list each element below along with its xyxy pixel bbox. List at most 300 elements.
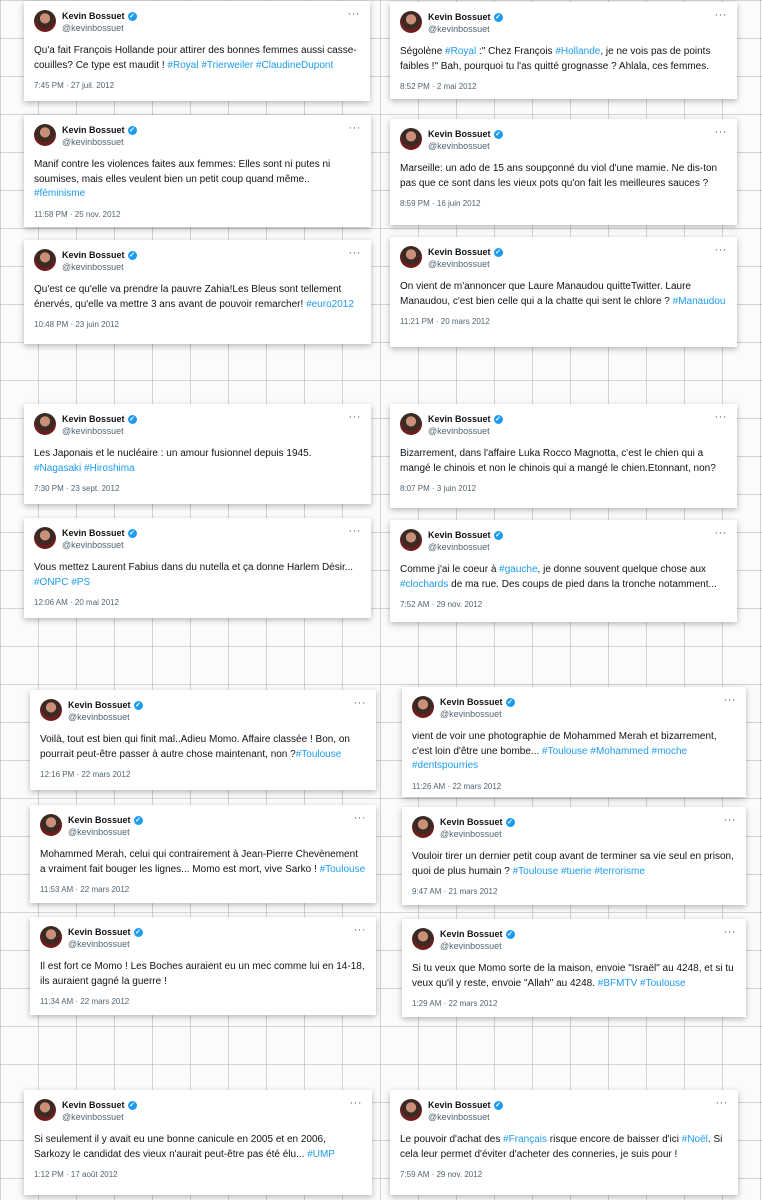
verified-badge-icon: ✓ <box>129 529 135 537</box>
author-name[interactable]: Kevin Bossuet <box>428 1100 491 1110</box>
tweet-timestamp[interactable] <box>400 199 727 208</box>
meta-separator: · <box>67 209 75 219</box>
author-handle[interactable]: @kevinbossuet <box>62 262 124 272</box>
more-options-icon[interactable]: ··· <box>349 1097 362 1109</box>
tweet-card[interactable] <box>390 404 737 508</box>
tweet-text-segment: Qu'est ce qu'elle va prendre la pauvre Zahia!Les Bleus sont tellement énervés, qu'elle va mettre 3 ans avant de pouvoir remarcher! <box>34 284 345 310</box>
author-handle[interactable]: @kevinbossuet <box>62 137 124 147</box>
tweet-text-segment: Vouloir tirer un dernier petit coup avant de terminer sa vie seul en prison, quoi de plus humain ? <box>412 851 737 877</box>
tweet-text-segment: Si tu veux que Momo sorte de la maison, envoie "Israël" au 4248, et si tu veux qu'il y reste, envoie "Allah" au 4248. <box>412 963 737 989</box>
meta-separator: · <box>445 781 453 791</box>
tweet-time: 11:26 AM <box>412 781 446 791</box>
name-row <box>62 249 137 261</box>
author-block <box>428 11 503 35</box>
author-name[interactable]: Kevin Bossuet <box>428 530 491 540</box>
verified-badge-icon: ✓ <box>129 415 135 423</box>
name-row <box>62 10 137 22</box>
verified-badge-icon: ✓ <box>495 1101 501 1109</box>
meta-separator: · <box>73 997 81 1006</box>
tweet-text <box>412 730 736 774</box>
tweet-card[interactable] <box>30 690 376 790</box>
hashtag-link[interactable]: #Toulouse <box>542 745 588 757</box>
tweet-card[interactable] <box>390 520 737 622</box>
tweet-text <box>34 44 360 73</box>
tweet-text-segment: Mohammed Merah, celui qui contrairement à Jean-Pierre Chevènement a vraiment fait bouger les lignes... Momo est mort, vive Sarko ! <box>40 849 361 875</box>
tweet-time: 9:47 AM <box>412 887 442 896</box>
tweet-text-segment: risque encore de baisser d'ici <box>547 1134 682 1145</box>
author-name[interactable]: Kevin Bossuet <box>62 125 125 135</box>
tweet-text-segment: Les Japonais et le nucléaire : un amour fusionnel depuis 1945. <box>34 448 315 459</box>
name-row <box>428 413 503 425</box>
hashtag-link[interactable]: #gauche <box>499 564 538 575</box>
author-name[interactable]: Kevin Bossuet <box>62 11 125 21</box>
tweet-time: 12:06 AM <box>34 598 68 607</box>
tweet-date: 16 juin 2012 <box>436 199 481 208</box>
tweet-date: 3 juin 2012 <box>436 484 477 493</box>
tweet-text <box>400 563 727 592</box>
tweet-timestamp[interactable] <box>34 320 361 329</box>
name-row <box>428 1099 503 1111</box>
tweet-card[interactable] <box>24 1 370 101</box>
hashtag-link[interactable]: #tuerie <box>561 865 592 877</box>
author-name[interactable]: Kevin Bossuet <box>428 247 491 257</box>
tweet-text <box>34 447 361 476</box>
hashtag-link[interactable]: #Toulouse <box>319 863 366 875</box>
author-handle[interactable]: @kevinbossuet <box>62 23 124 33</box>
tweet-timestamp[interactable] <box>34 210 361 219</box>
author-block <box>428 128 503 152</box>
tweet-text-segment: de ma rue. Des coups de pied dans la tronche notamment... <box>448 578 717 590</box>
author-block <box>440 816 515 840</box>
tweet-text <box>400 1133 728 1162</box>
hashtag-link[interactable]: #terrorisme <box>594 865 645 877</box>
more-options-icon[interactable]: ··· <box>715 1097 728 1109</box>
more-options-icon[interactable]: ··· <box>723 694 736 706</box>
author-block <box>62 1099 137 1123</box>
author-block <box>62 249 137 273</box>
tweet-text-segment: Si seulement il y avait eu une bonne canicule en 2005 et en 2006, Sarkozy le candidat des vieux n'aurait peut-être pas été élu... <box>34 1134 329 1160</box>
author-name[interactable]: Kevin Bossuet <box>428 12 491 22</box>
avatar[interactable] <box>34 10 56 32</box>
more-options-icon[interactable]: ··· <box>348 411 361 423</box>
tweet-header <box>412 816 736 841</box>
tweet-text-segment: Vous mettez Laurent Fabius dans du nutella et ça donne Harlem Désir... <box>34 562 356 573</box>
meta-separator: · <box>429 1170 437 1179</box>
verified-badge-icon: ✓ <box>135 816 141 824</box>
author-block <box>428 1099 503 1123</box>
tweet-timestamp[interactable] <box>34 484 361 493</box>
avatar[interactable] <box>34 413 56 435</box>
avatar[interactable] <box>400 529 422 551</box>
tweet-text-segment: Comme j'ai le coeur à <box>400 564 500 575</box>
tweet-text-segment: Qu'a fait François Hollande pour attirer des bonnes femmes aussi casse-couilles? Ce type est maudit ! <box>34 45 357 71</box>
tweet-text <box>400 280 727 309</box>
author-block <box>68 814 143 838</box>
tweet-time: 8:59 PM <box>400 199 430 208</box>
avatar[interactable] <box>400 11 422 33</box>
more-options-icon[interactable]: ··· <box>347 8 360 20</box>
tweet-date: 23 sept. 2012 <box>70 484 120 493</box>
tweet-text <box>400 45 727 74</box>
more-options-icon[interactable]: ··· <box>353 697 366 709</box>
tweet-text-segment: vient de voir une photographie de Mohammed Merah et bizarrement, c'est loin d'être une bombe... <box>412 731 720 757</box>
tweet-card[interactable] <box>402 919 746 1017</box>
tweet-text-segment: On vient de m'annoncer que Laure Manaudou quitteTwitter. Laure Manaudou, c'est bien celle qui a la chatte qui sent le chlore ? <box>400 281 694 307</box>
author-handle[interactable]: @kevinbossuet <box>68 712 130 722</box>
meta-separator: · <box>67 598 75 607</box>
hashtag-link[interactable]: #ONPC <box>34 576 69 588</box>
avatar[interactable] <box>34 1099 56 1121</box>
tweet-text-segment: , je donne souvent quelque chose aux <box>537 564 709 575</box>
name-row <box>428 128 503 140</box>
tweet-text <box>34 283 361 312</box>
more-options-icon[interactable]: ··· <box>353 924 366 936</box>
tweet-text <box>34 561 361 590</box>
meta-separator: · <box>429 484 437 493</box>
tweet-date: 20 mars 2012 <box>440 317 490 326</box>
name-row <box>62 527 137 539</box>
author-block <box>62 10 137 34</box>
tweet-time: 11:58 PM <box>34 209 68 219</box>
author-handle[interactable]: @kevinbossuet <box>428 1112 490 1122</box>
tweet-text <box>34 1133 362 1162</box>
meta-separator: · <box>429 600 437 609</box>
tweet-date: 22 mars 2012 <box>448 999 498 1008</box>
tweet-text-segment: Le pouvoir d'achat des <box>400 1134 504 1145</box>
verified-badge-icon: ✓ <box>495 130 501 138</box>
tweet-timestamp[interactable] <box>34 81 360 90</box>
tweet-header <box>40 926 366 951</box>
hashtag-link[interactable]: #féminisme <box>34 188 86 199</box>
tweet-timestamp[interactable] <box>412 887 736 896</box>
hashtag-link[interactable]: #Nagasaki <box>34 462 82 474</box>
tweet-header <box>400 128 727 153</box>
tweet-card[interactable] <box>24 115 371 227</box>
meta-separator: · <box>429 199 437 208</box>
tweet-header <box>400 11 727 36</box>
tweet-card[interactable] <box>402 687 746 797</box>
tweet-card[interactable] <box>390 1090 738 1195</box>
tweet-header <box>412 696 736 721</box>
author-block <box>62 527 137 551</box>
tweet-date: 22 mars 2012 <box>452 781 502 791</box>
author-handle[interactable]: @kevinbossuet <box>428 24 490 34</box>
tweet-timestamp[interactable] <box>400 484 727 493</box>
tweet-header <box>34 10 360 35</box>
tweet-timestamp[interactable] <box>40 997 366 1006</box>
hashtag-link[interactable]: #Toulouse <box>512 865 559 877</box>
tweet-text <box>40 733 366 762</box>
tweet-date: 22 mars 2012 <box>80 997 130 1006</box>
author-name[interactable]: Kevin Bossuet <box>62 1100 125 1110</box>
tweet-time: 1:12 PM <box>34 1170 64 1179</box>
hashtag-link[interactable]: #ClaudineDupont <box>255 59 334 71</box>
author-block <box>62 413 137 437</box>
author-name[interactable]: Kevin Bossuet <box>440 929 503 939</box>
tweet-header <box>34 413 361 438</box>
tweet-timestamp[interactable] <box>40 885 366 894</box>
tweet-date: 20 mai 2012 <box>74 598 119 607</box>
hashtag-link[interactable]: #BFMTV <box>597 977 638 989</box>
tweet-time: 8:52 PM <box>400 82 430 91</box>
tweet-text-segment <box>687 746 690 757</box>
avatar[interactable] <box>400 128 422 150</box>
hashtag-link[interactable]: #Noël <box>681 1134 708 1145</box>
hashtag-link[interactable]: #moche <box>651 745 688 757</box>
tweet-card[interactable] <box>24 1090 372 1195</box>
avatar[interactable] <box>412 816 434 838</box>
author-handle[interactable]: @kevinbossuet <box>440 941 502 951</box>
avatar[interactable] <box>400 1099 422 1121</box>
hashtag-link[interactable]: #Hollande <box>555 46 601 57</box>
tweet-text-segment: Manif contre les violences faites aux femmes: Elles sont ni putes ni soumises, mais elles veulent bien un petit coup quand même.. <box>34 159 334 185</box>
more-options-icon[interactable]: ··· <box>348 122 361 134</box>
tweet-card[interactable] <box>390 237 737 347</box>
avatar[interactable] <box>412 696 434 718</box>
hashtag-link[interactable]: #Royal <box>167 59 199 71</box>
author-block <box>428 529 503 553</box>
more-options-icon[interactable]: ··· <box>353 812 366 824</box>
verified-badge-icon: ✓ <box>129 251 135 259</box>
verified-badge-icon: ✓ <box>129 1101 135 1109</box>
hashtag-link[interactable]: #Mohammed <box>590 745 649 757</box>
tweet-text <box>412 962 736 991</box>
verified-badge-icon: ✓ <box>495 248 501 256</box>
tweet-time: 10:48 PM <box>34 320 69 329</box>
author-block <box>68 926 143 950</box>
hashtag-link[interactable]: #dentspourries <box>412 760 479 771</box>
hashtag-link[interactable]: #Royal <box>445 46 477 57</box>
meta-separator: · <box>433 317 441 326</box>
tweet-time: 11:21 PM <box>400 317 434 326</box>
tweet-text <box>34 158 361 202</box>
tweet-time: 1:29 AM <box>412 999 442 1008</box>
tweet-header <box>34 124 361 149</box>
meta-separator: · <box>441 999 449 1008</box>
author-handle[interactable]: @kevinbossuet <box>62 540 124 550</box>
author-handle[interactable]: @kevinbossuet <box>428 542 490 552</box>
verified-badge-icon: ✓ <box>507 818 513 826</box>
tweet-header <box>34 249 361 274</box>
author-name[interactable]: Kevin Bossuet <box>68 927 131 937</box>
more-options-icon[interactable]: ··· <box>348 247 361 259</box>
meta-separator: · <box>429 82 437 91</box>
hashtag-link[interactable]: #Trierweiler <box>201 59 254 71</box>
tweet-date: 23 juin 2012 <box>75 320 119 329</box>
author-handle[interactable]: @kevinbossuet <box>428 259 490 269</box>
avatar[interactable] <box>34 249 56 271</box>
avatar[interactable] <box>400 413 422 435</box>
author-name[interactable]: Kevin Bossuet <box>440 697 503 707</box>
tweet-card[interactable] <box>24 518 371 618</box>
author-handle[interactable]: @kevinbossuet <box>68 827 130 837</box>
hashtag-link[interactable]: #clochards <box>400 578 449 590</box>
tweet-date: 17 août 2012 <box>70 1170 118 1179</box>
tweet-time: 12:16 PM <box>40 770 75 779</box>
tweet-text <box>412 850 736 879</box>
tweet-header <box>40 699 366 724</box>
tweet-card[interactable] <box>402 807 746 905</box>
meta-separator: · <box>68 320 76 329</box>
tweet-text-segment: Marseille: un ado de 15 ans soupçonné du viol d'une mamie. Ne dis-ton pas que ce sont dans les vieux pots qu'on fait les meilleures sauces ? <box>400 163 720 189</box>
tweet-text-segment: :" Chez François <box>476 46 556 57</box>
tweet-header <box>400 1099 728 1124</box>
tweet-header <box>34 1099 362 1124</box>
tweet-date: 27 juil. 2012 <box>70 81 115 90</box>
author-name[interactable]: Kevin Bossuet <box>440 817 503 827</box>
author-handle[interactable]: @kevinbossuet <box>440 709 502 719</box>
name-row <box>428 11 503 23</box>
hashtag-link[interactable]: #Manaudou <box>672 295 726 307</box>
tweet-date: 22 mars 2012 <box>80 885 130 894</box>
name-row <box>62 124 137 136</box>
author-name[interactable]: Kevin Bossuet <box>68 815 131 825</box>
tweet-header <box>412 928 736 953</box>
tweet-time: 7:59 AM <box>400 1170 430 1179</box>
verified-badge-icon: ✓ <box>507 930 513 938</box>
tweet-date: 25 nov. 2012 <box>74 209 121 219</box>
author-name[interactable]: Kevin Bossuet <box>428 414 491 424</box>
more-options-icon[interactable]: ··· <box>723 814 736 826</box>
hashtag-link[interactable]: #PS <box>71 576 91 588</box>
tweet-card[interactable] <box>30 917 376 1015</box>
tweet-header <box>400 529 727 554</box>
avatar[interactable] <box>40 699 62 721</box>
verified-badge-icon: ✓ <box>129 126 135 134</box>
hashtag-link[interactable]: #Hiroshima <box>84 462 135 474</box>
verified-badge-icon: ✓ <box>495 531 501 539</box>
tweet-timestamp[interactable] <box>400 317 727 326</box>
tweet-timestamp[interactable] <box>34 598 361 607</box>
name-row <box>440 928 515 940</box>
tweet-text <box>400 162 727 191</box>
tweet-header <box>40 814 366 839</box>
tweet-card[interactable] <box>390 2 737 99</box>
author-handle[interactable]: @kevinbossuet <box>68 939 130 949</box>
name-row <box>428 246 503 258</box>
hashtag-link[interactable]: #euro2012 <box>306 298 354 310</box>
avatar[interactable] <box>412 928 434 950</box>
tweet-text-segment: Il est fort ce Momo ! Les Boches auraient eu un mec comme lui en 14-18, ils auraient gagné la guerre ! <box>40 961 368 987</box>
tweet-timestamp[interactable] <box>412 782 736 791</box>
tweet-header <box>400 246 727 271</box>
tweet-card[interactable] <box>24 240 371 344</box>
author-block <box>428 246 503 270</box>
tweet-time: 11:34 AM <box>40 997 74 1006</box>
name-row <box>68 699 143 711</box>
name-row <box>440 816 515 828</box>
name-row <box>68 814 143 826</box>
meta-separator: · <box>74 770 82 779</box>
avatar[interactable] <box>40 926 62 948</box>
avatar[interactable] <box>40 814 62 836</box>
tweet-timestamp[interactable] <box>40 770 366 779</box>
more-options-icon[interactable]: ··· <box>348 525 361 537</box>
author-handle[interactable]: @kevinbossuet <box>440 829 502 839</box>
hashtag-link[interactable]: #Toulouse <box>295 748 342 760</box>
tweet-time: 7:45 PM <box>34 81 64 90</box>
tweet-text <box>40 960 366 989</box>
tweet-card[interactable] <box>24 404 371 504</box>
author-name[interactable]: Kevin Bossuet <box>62 414 125 424</box>
tweet-time: 7:30 PM <box>34 484 64 493</box>
more-options-icon[interactable]: ··· <box>714 411 727 423</box>
name-row <box>428 529 503 541</box>
author-handle[interactable]: @kevinbossuet <box>62 426 124 436</box>
author-handle[interactable]: @kevinbossuet <box>62 1112 124 1122</box>
meta-separator: · <box>63 81 71 90</box>
avatar[interactable] <box>400 246 422 268</box>
more-options-icon[interactable]: ··· <box>714 126 727 138</box>
tweet-header <box>400 413 727 438</box>
tweet-time: 11:53 AM <box>40 885 74 894</box>
hashtag-link[interactable]: #Toulouse <box>640 977 686 989</box>
name-row <box>440 696 515 708</box>
avatar[interactable] <box>34 124 56 146</box>
tweet-timestamp[interactable] <box>400 600 727 609</box>
author-block <box>68 699 143 723</box>
author-block <box>440 696 515 720</box>
more-options-icon[interactable]: ··· <box>723 926 736 938</box>
tweet-timestamp[interactable] <box>400 1170 728 1179</box>
author-block <box>428 413 503 437</box>
tweet-timestamp[interactable] <box>412 999 736 1008</box>
tweet-text <box>400 447 727 476</box>
verified-badge-icon: ✓ <box>507 698 513 706</box>
tweet-timestamp[interactable] <box>400 82 727 91</box>
author-name[interactable]: Kevin Bossuet <box>62 250 125 260</box>
meta-separator: · <box>63 484 71 493</box>
meta-separator: · <box>63 1170 71 1179</box>
tweet-text-segment: Ségolène <box>400 46 446 57</box>
tweet-date: 22 mars 2012 <box>81 770 131 779</box>
tweet-date: 29 nov. 2012 <box>436 600 483 609</box>
avatar[interactable] <box>34 527 56 549</box>
name-row <box>68 926 143 938</box>
tweet-timestamp[interactable] <box>34 1170 362 1179</box>
verified-badge-icon: ✓ <box>495 415 501 423</box>
verified-badge-icon: ✓ <box>135 701 141 709</box>
author-block <box>440 928 515 952</box>
author-name[interactable]: Kevin Bossuet <box>428 129 491 139</box>
tweet-card[interactable] <box>390 119 737 225</box>
tweet-text <box>40 848 366 877</box>
tweet-time: 7:52 AM <box>400 600 430 609</box>
hashtag-link[interactable]: #Français <box>503 1134 547 1145</box>
tweet-text-segment: Voilà, tout est bien qui finit mal..Adieu Momo. Affaire classée ! Bon, on pourrait peut-être passer à autre chose maintenant, non ? <box>40 734 353 760</box>
hashtag-link[interactable]: #UMP <box>307 1148 335 1160</box>
meta-separator: · <box>441 887 449 896</box>
tweet-card[interactable] <box>30 805 376 903</box>
name-row <box>62 1099 137 1111</box>
more-options-icon[interactable]: ··· <box>714 9 727 21</box>
author-name[interactable]: Kevin Bossuet <box>68 700 131 710</box>
verified-badge-icon: ✓ <box>135 928 141 936</box>
tweet-text-segment: . Si cela leur permet d'éviter d'acheter des conneries, je suis pour ! <box>400 1134 726 1160</box>
author-name[interactable]: Kevin Bossuet <box>62 528 125 538</box>
author-handle[interactable]: @kevinbossuet <box>428 141 490 151</box>
more-options-icon[interactable]: ··· <box>714 527 727 539</box>
author-block <box>62 124 137 148</box>
more-options-icon[interactable]: ··· <box>714 244 727 256</box>
author-handle[interactable]: @kevinbossuet <box>428 426 490 436</box>
verified-badge-icon: ✓ <box>129 12 135 20</box>
tweet-time: 8:07 PM <box>400 484 430 493</box>
name-row <box>62 413 137 425</box>
tweet-header <box>34 527 361 552</box>
tweet-text-segment: , je ne vois pas de points faibles !" Bah, pourquoi tu l'as quitté grognasse ? Ahlala, ces femmes. <box>400 46 714 72</box>
verified-badge-icon: ✓ <box>495 13 501 21</box>
